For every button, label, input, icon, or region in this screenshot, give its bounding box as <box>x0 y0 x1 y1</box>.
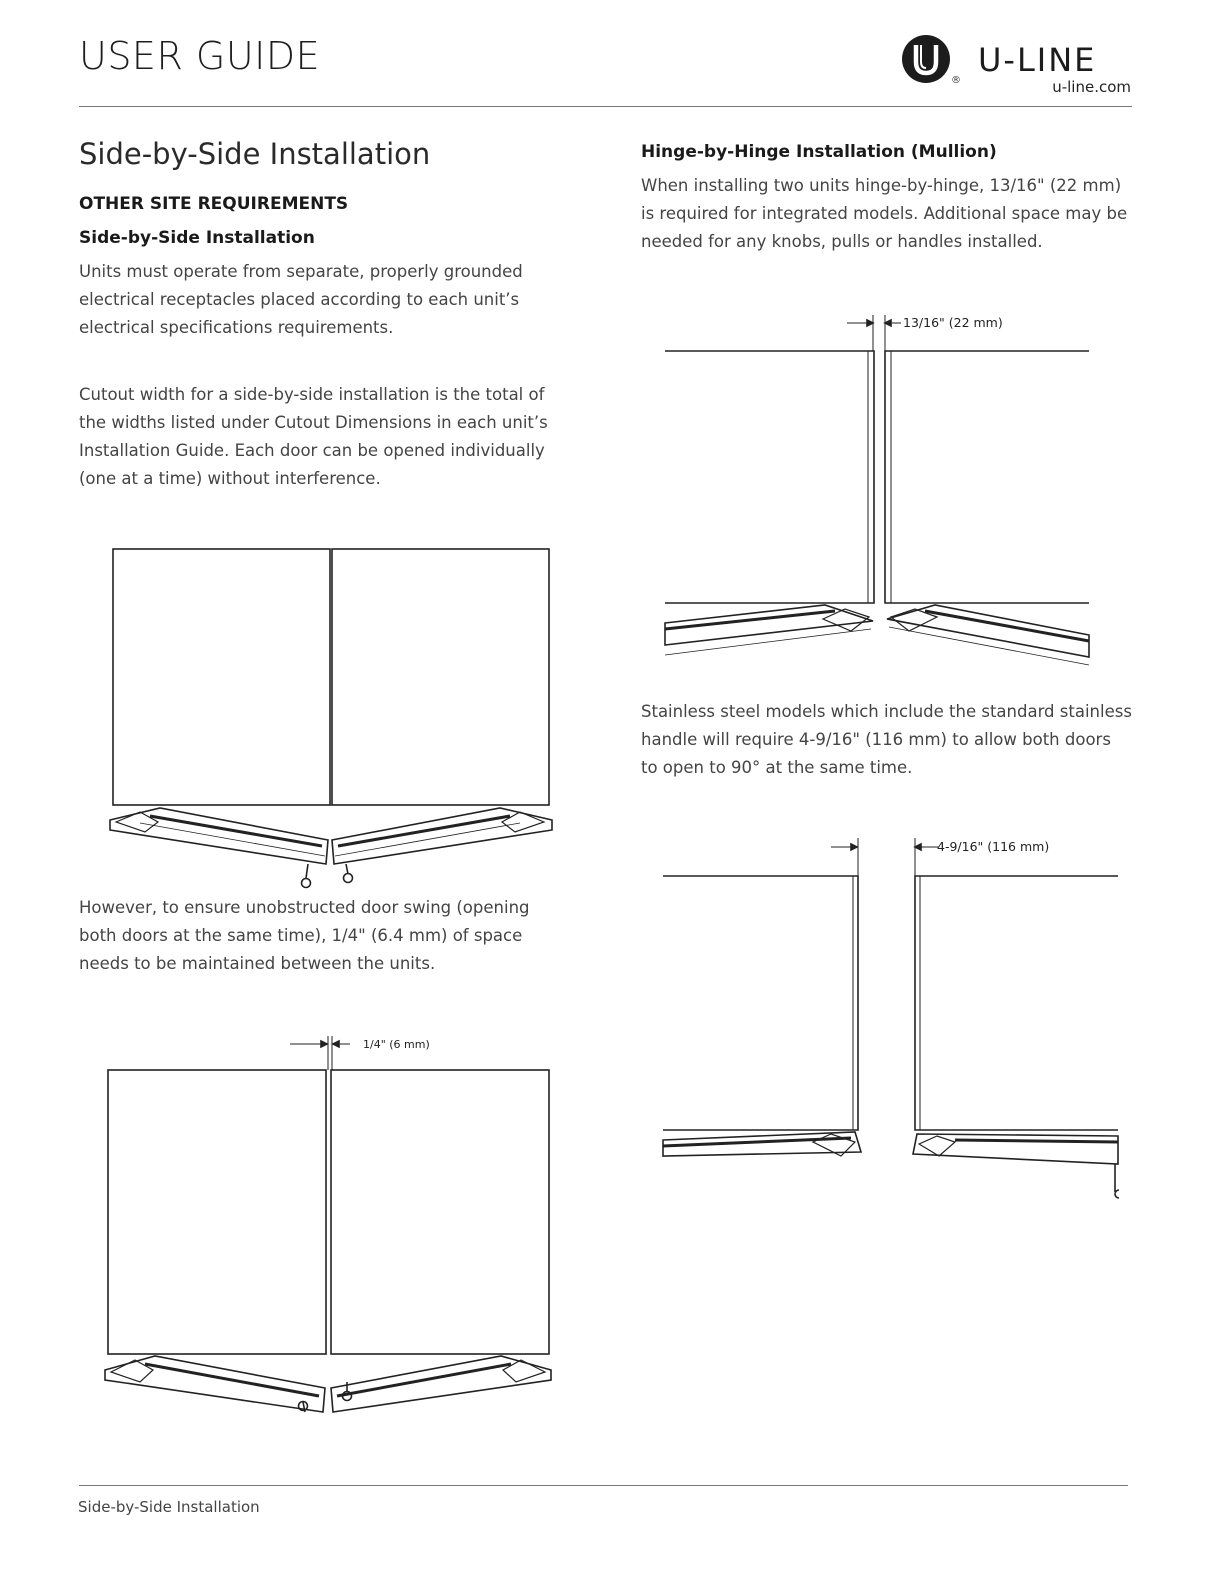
website-url[interactable]: u-line.com <box>1052 78 1131 96</box>
right-unit-cabinet <box>885 351 1089 603</box>
right-handle <box>344 874 353 883</box>
door-swing-paragraph: However, to ensure unobstructed door swing (opening both doors at the same time), 1/4" (6.4 mm) of space needs to be maintained between the units. <box>79 898 530 973</box>
right-door <box>332 808 552 864</box>
stainless-steel-paragraph: Stainless steel models which include the standard stainless handle will require 4-9/16" (116 mm) to allow both doors to open to 90° at the same time. <box>641 702 1132 777</box>
footer-divider <box>79 1485 1128 1486</box>
left-unit-cabinet <box>663 876 858 1130</box>
right-door <box>887 605 1089 657</box>
receptacle-paragraph: Units must operate from separate, properly grounded electrical receptacles placed according to each unit’s electrical specifications requirements. <box>79 262 523 337</box>
right-handle <box>1115 1190 1119 1198</box>
left-unit-cabinet <box>113 549 330 805</box>
right-door <box>331 1356 551 1412</box>
left-door <box>105 1356 325 1412</box>
cutout-width-paragraph: Cutout width for a side-by-side installation is the total of the widths listed under Cutout Dimensions in each unit’s Installation Guide. Each door can be opened individually (one at a time) without interference. <box>79 385 548 488</box>
right-unit-cabinet <box>332 549 549 805</box>
other-site-requirements-heading: OTHER SITE REQUIREMENTS <box>79 194 349 214</box>
quarter-inch-gap-figure <box>95 1030 565 1420</box>
brand-wordmark: U-LINE <box>978 41 1097 79</box>
footer-section-label: Side-by-Side Installation <box>78 1498 260 1516</box>
right-unit-cabinet <box>915 876 1118 1130</box>
gap-dimension-label: 1/4" (6 mm) <box>363 1038 430 1051</box>
left-unit-cabinet <box>665 351 874 603</box>
side-by-side-subheading: Side-by-Side Installation <box>79 228 315 248</box>
document-title: USER GUIDE <box>79 34 321 78</box>
hinge-by-hinge-heading: Hinge-by-Hinge Installation (Mullion) <box>641 142 997 162</box>
left-unit-cabinet <box>108 1070 326 1354</box>
stainless-gap-figure <box>655 830 1125 1210</box>
mullion-gap-figure <box>655 305 1105 680</box>
left-door <box>110 808 328 864</box>
stainless-dimension-label: 4-9/16" (116 mm) <box>937 839 1050 854</box>
section-title: Side-by-Side Installation <box>79 137 431 171</box>
hinge-by-hinge-paragraph: When installing two units hinge-by-hinge, 13/16" (22 mm) is required for integrated models. Additional space may be needed for any knobs, pulls or handles installed. <box>641 176 1128 251</box>
mullion-dimension-label: 13/16" (22 mm) <box>903 315 1003 330</box>
left-handle <box>302 879 311 888</box>
right-unit-cabinet <box>331 1070 549 1354</box>
header-divider <box>79 106 1132 107</box>
side-by-side-figure <box>100 540 560 890</box>
registered-mark: ® <box>951 75 961 86</box>
